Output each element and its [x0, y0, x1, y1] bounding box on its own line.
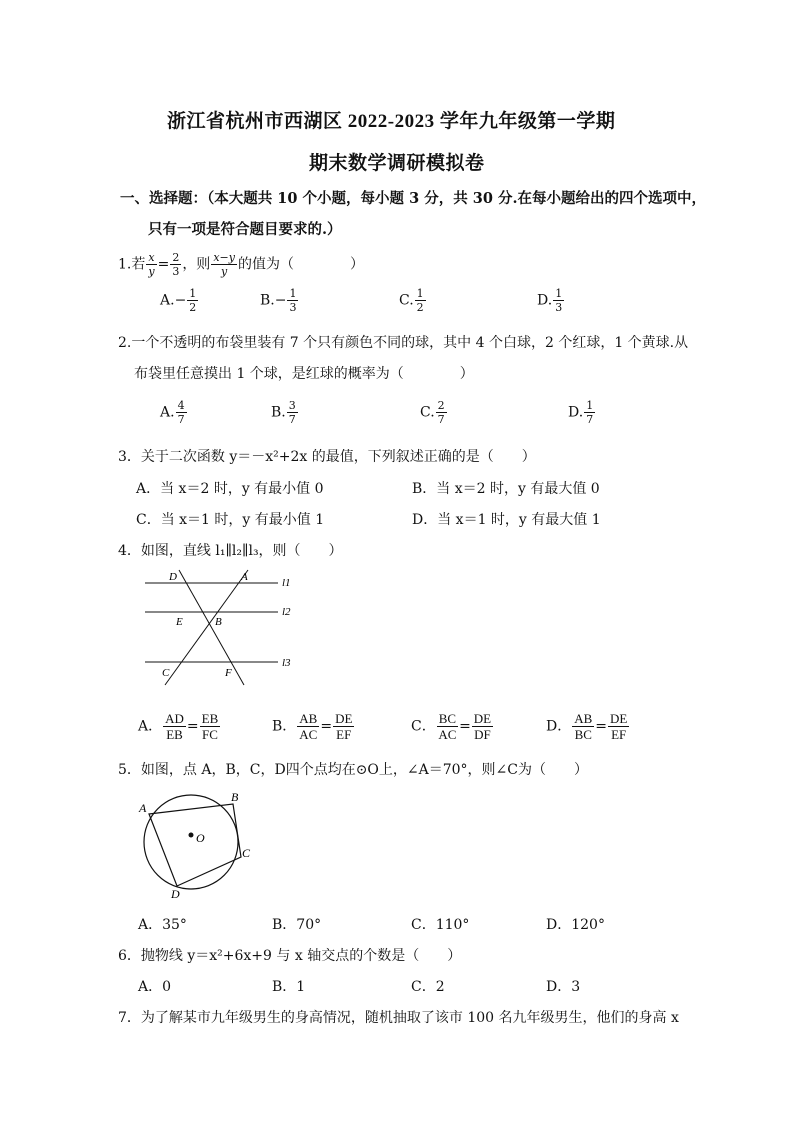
- q2-option-d[interactable]: D. $\frac{1}{7}$: [568, 399, 594, 426]
- question-4-stem: 4．如图，直线 l₁∥l₂∥l₃，则（ ）: [118, 543, 343, 559]
- q6-option-d[interactable]: D．3: [546, 979, 581, 995]
- q5-option-d[interactable]: D．120°: [546, 917, 605, 933]
- label-b: B: [231, 790, 239, 804]
- question-6-stem: 6．抛物线 y＝x²+6x+9 与 x 轴交点的个数是（ ）: [118, 948, 462, 964]
- q3-option-c[interactable]: C．当 x＝1 时，y 有最小值 1: [136, 512, 325, 528]
- circle-figure: [130, 785, 265, 905]
- question-2-stem: 2.一个不透明的布袋里装有 7 个只有颜色不同的球，其中 4 个白球，2 个红球，1 个黄球.从: [118, 335, 689, 351]
- question-2-stem-cont: 布袋里任意摸出 1 个球，是红球的概率为（ ）: [134, 366, 474, 382]
- q1-option-b[interactable]: B.− $\frac{1}{3}$: [260, 287, 297, 314]
- q3-option-a[interactable]: A．当 x＝2 时，y 有最小值 0: [136, 481, 324, 497]
- question-3-stem: 3．关于二次函数 y＝－x²+2x 的最值，下列叙述正确的是（ ）: [118, 449, 536, 465]
- q1-option-a[interactable]: A.− $\frac{1}{2}$: [160, 287, 197, 314]
- label-d: D: [171, 887, 180, 901]
- q6-option-b[interactable]: B．1: [272, 979, 306, 995]
- label-l2: l2: [282, 606, 291, 618]
- label-l1: l1: [282, 577, 291, 589]
- q3-option-b[interactable]: B．当 x＝2 时，y 有最大值 0: [412, 481, 600, 497]
- label-o: O: [196, 831, 205, 845]
- label-b: B: [215, 616, 222, 628]
- label-f: F: [225, 667, 232, 679]
- label-c: C: [162, 667, 170, 679]
- q2-option-b[interactable]: B. $\frac{3}{7}$: [271, 399, 296, 426]
- q4-option-a[interactable]: A． $\frac{AD}{EB}$ = $\frac{EB}{FC}$: [138, 711, 219, 742]
- label-l3: l3: [282, 657, 291, 669]
- question-5-stem: 5．如图，点 A，B，C，D四个点均在⊙O上，∠A＝70°，则∠C为（ ）: [118, 762, 588, 778]
- q1-option-c[interactable]: C. $\frac{1}{2}$: [399, 287, 424, 314]
- quadrilateral-abcd: [149, 804, 241, 886]
- q6-option-a[interactable]: A．0: [138, 979, 172, 995]
- label-a: A: [139, 801, 147, 815]
- parallel-lines-figure: [135, 565, 295, 690]
- transversal-df: [179, 570, 244, 685]
- exam-title-line2: 期末数学调研模拟卷: [309, 153, 485, 174]
- section-header-cont: 只有一项是符合题目要求的.）: [148, 221, 342, 238]
- q3-option-d[interactable]: D．当 x＝1 时，y 有最大值 1: [412, 512, 601, 528]
- q5-option-b[interactable]: B．70°: [272, 917, 322, 933]
- q1-option-d[interactable]: D. $\frac{1}{3}$: [537, 287, 563, 314]
- question-1-stem: 1.若 $\frac{x}{y}$ = $\frac{2}{3}$ ，则 $\frac{x-y}{y}$ 的值为（ ）: [118, 251, 364, 278]
- section-header: 一、选择题：（本大题共 10 个小题，每小题 3 分，共 30 分.在每小题给出的四个选项中，: [120, 190, 707, 207]
- label-d: D: [169, 571, 177, 583]
- label-e: E: [176, 616, 183, 628]
- q4-option-c[interactable]: C． $\frac{BC}{AC}$ = $\frac{DE}{DF}$: [411, 711, 492, 742]
- q5-option-a[interactable]: A．35°: [138, 917, 187, 933]
- q4-option-b[interactable]: B． $\frac{AB}{AC}$ = $\frac{DE}{EF}$: [272, 711, 353, 742]
- center-point: [189, 833, 194, 838]
- q4-option-d[interactable]: D． $\frac{AB}{BC}$ = $\frac{DE}{EF}$: [546, 711, 628, 742]
- question-7-stem: 7．为了解某市九年级男生的身高情况，随机抽取了该市 100 名九年级男生，他们的身高 x: [118, 1010, 679, 1026]
- label-a: A: [241, 571, 248, 583]
- exam-title-line1: 浙江省杭州市西湖区 2022-2023 学年九年级第一学期: [167, 111, 616, 132]
- label-c: C: [242, 846, 251, 860]
- q2-option-a[interactable]: A. $\frac{4}{7}$: [160, 399, 185, 426]
- q6-option-c[interactable]: C．2: [411, 979, 445, 995]
- q5-option-c[interactable]: C．110°: [411, 917, 470, 933]
- q2-option-c[interactable]: C. $\frac{2}{7}$: [420, 399, 445, 426]
